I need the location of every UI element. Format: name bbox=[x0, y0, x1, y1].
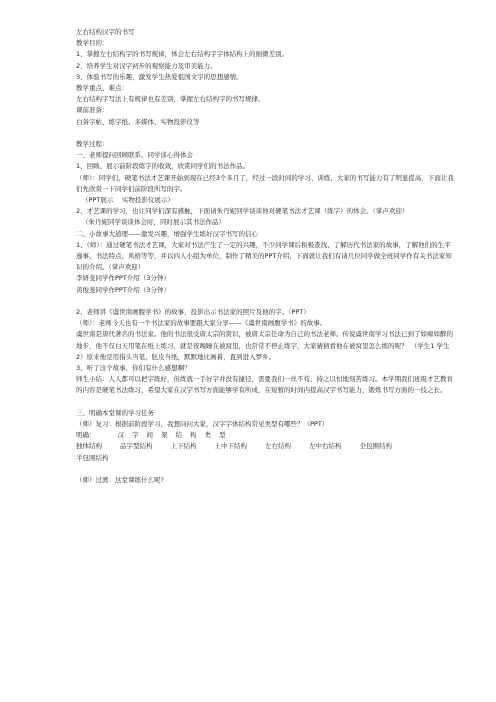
paragraph: 2、老师讲《虞世南画腹学书》的故事，投影出示书法家的照片及他的字。（PPT） bbox=[76, 308, 310, 317]
goal-item: 2、培养学生对汉字初步的观察能力及审美能力。 bbox=[76, 61, 217, 70]
goals-heading: 教学目的： bbox=[76, 39, 109, 48]
structure-type: 左右结构 bbox=[265, 442, 291, 451]
structure-label: 明确： bbox=[76, 431, 96, 440]
paragraph: 3、听了这个故事，你们有什么感想啊？ bbox=[76, 364, 191, 373]
paragraph: 1、（师）：通过硬笔书法才艺课，大家对书法产生了一定的兴趣，不少同学课后积极查找、了解历代书法家的故事，了解他们的生平逸事、书法特点、风格等等，并以四人小组为单位，制作了精美的PPT介绍，下面就让我们有请几位同学做全班同学作有关书法家知识的介绍。（掌声欢迎） bbox=[76, 240, 452, 272]
key-text: 左右结构字写法上有规律也有差别，掌握左右结构字的书写规律。 bbox=[76, 95, 265, 104]
section-heading: 三、明确本堂课的学习任务 bbox=[76, 408, 154, 417]
document-title: 左右结构汉字的书写 bbox=[76, 28, 135, 36]
paragraph: （师）过渡：这堂课练什么呢? bbox=[76, 476, 164, 485]
paragraph: （朱丹妮同学谈谈体会时，同时展示其书法作品） bbox=[82, 218, 225, 227]
key-heading: 教学重点、难点： bbox=[76, 84, 128, 93]
paragraph: （师）：同学们，硬笔书法才艺课开始到现在已经3个多月了，经过一段时间的学习、训练，大家的书写能力有了明显提高，下面让我们先欣赏一下同学们前阶段所写的字。 bbox=[76, 173, 454, 193]
paragraph: 1、回顾、展示前阶段练字的收效，欣赏同学们的书法作品。 bbox=[76, 162, 250, 171]
prep-text: 白备字帖、练字纸、多媒体、实物投影仪等 bbox=[76, 117, 200, 126]
paragraph: 2、才艺课的学习，也让同学们深有感触，下面请朱丹妮同学谈谈他对硬笔书法才艺课（练字）的体会。（掌声欢迎） bbox=[76, 207, 409, 216]
structure-type-heading: 明确： 汉 字 间 架 结 构 类 型 bbox=[76, 430, 456, 441]
paragraph: （师）：老师今天也有一个书法家的故事要跟大家分享——《虞世南画腹学书》的故事。 bbox=[76, 319, 327, 328]
structure-type: 全包围结构 bbox=[359, 442, 392, 451]
paragraph: 李妍斐同学作PPT介绍（3分钟） bbox=[76, 274, 170, 283]
structure-type-list bbox=[76, 441, 456, 463]
prep-heading: 课前准备： bbox=[76, 106, 109, 115]
structure-type: 半包围结构 bbox=[76, 453, 109, 462]
structure-type: 上下结构 bbox=[170, 442, 197, 451]
structure-type: 独体结构 bbox=[76, 442, 102, 451]
goal-item: 3、体验书写的乐趣，激发学生热爱祖国文字的思想感情。 bbox=[76, 72, 243, 81]
paragraph: 黄俊斐同学作PPT介绍（3分钟） bbox=[76, 285, 170, 294]
section-heading: 二、小故事大道理——激发兴趣，增强学生练好汉字书写的信心 bbox=[76, 229, 258, 238]
structure-type: 左中右结构 bbox=[309, 442, 342, 451]
paragraph: （PPT展示 实物投影仪展示） bbox=[82, 196, 174, 205]
structure-type: 上中下结构 bbox=[214, 442, 247, 451]
goal-item: 1、掌握左右结构字的书写规律，体会左右结构字字体结构上的细微差别。 bbox=[76, 50, 289, 59]
paragraph: 虞世南是唐代著名的书法家。他的书法很受唐太宗的赏识，被唐太宗任命为自己的书法老师。传说虞世南学习书法已到了如痴如醉的地步，他不仅白天用笔在纸上练习，就是夜晚睡在被窝里，也常常不停止练字，大家猜猜看他在被窝里怎么练的呢？ （学生1 学生2）原来他是用指头当笔，肚皮当纸，默默地比画着，直到进入梦乡。 bbox=[76, 330, 453, 361]
paragraph: 师生小结：人人都可以把字练好，但练就一手好字并没有捷径，需要我们一丝不苟、持之以恒地刻苦练习。本学期我们班级才艺教育的内容是硬笔书法练习，希望大家在汉字书写方面能够学有所成，在短暂的时间内提高汉字书写能力，锻炼书写方面的一技之长。 bbox=[76, 375, 453, 395]
section-heading: 一、老师提问回顾联系，同学谈心得体会 bbox=[76, 151, 193, 160]
paragraph: （师）复习：根据前阶段学习，我想问问大家，汉字字体结构常见类型有哪些？（PPT） bbox=[76, 420, 329, 429]
structure-type: 品字型结构 bbox=[120, 442, 153, 451]
process-heading: 教学过程： bbox=[76, 140, 109, 149]
